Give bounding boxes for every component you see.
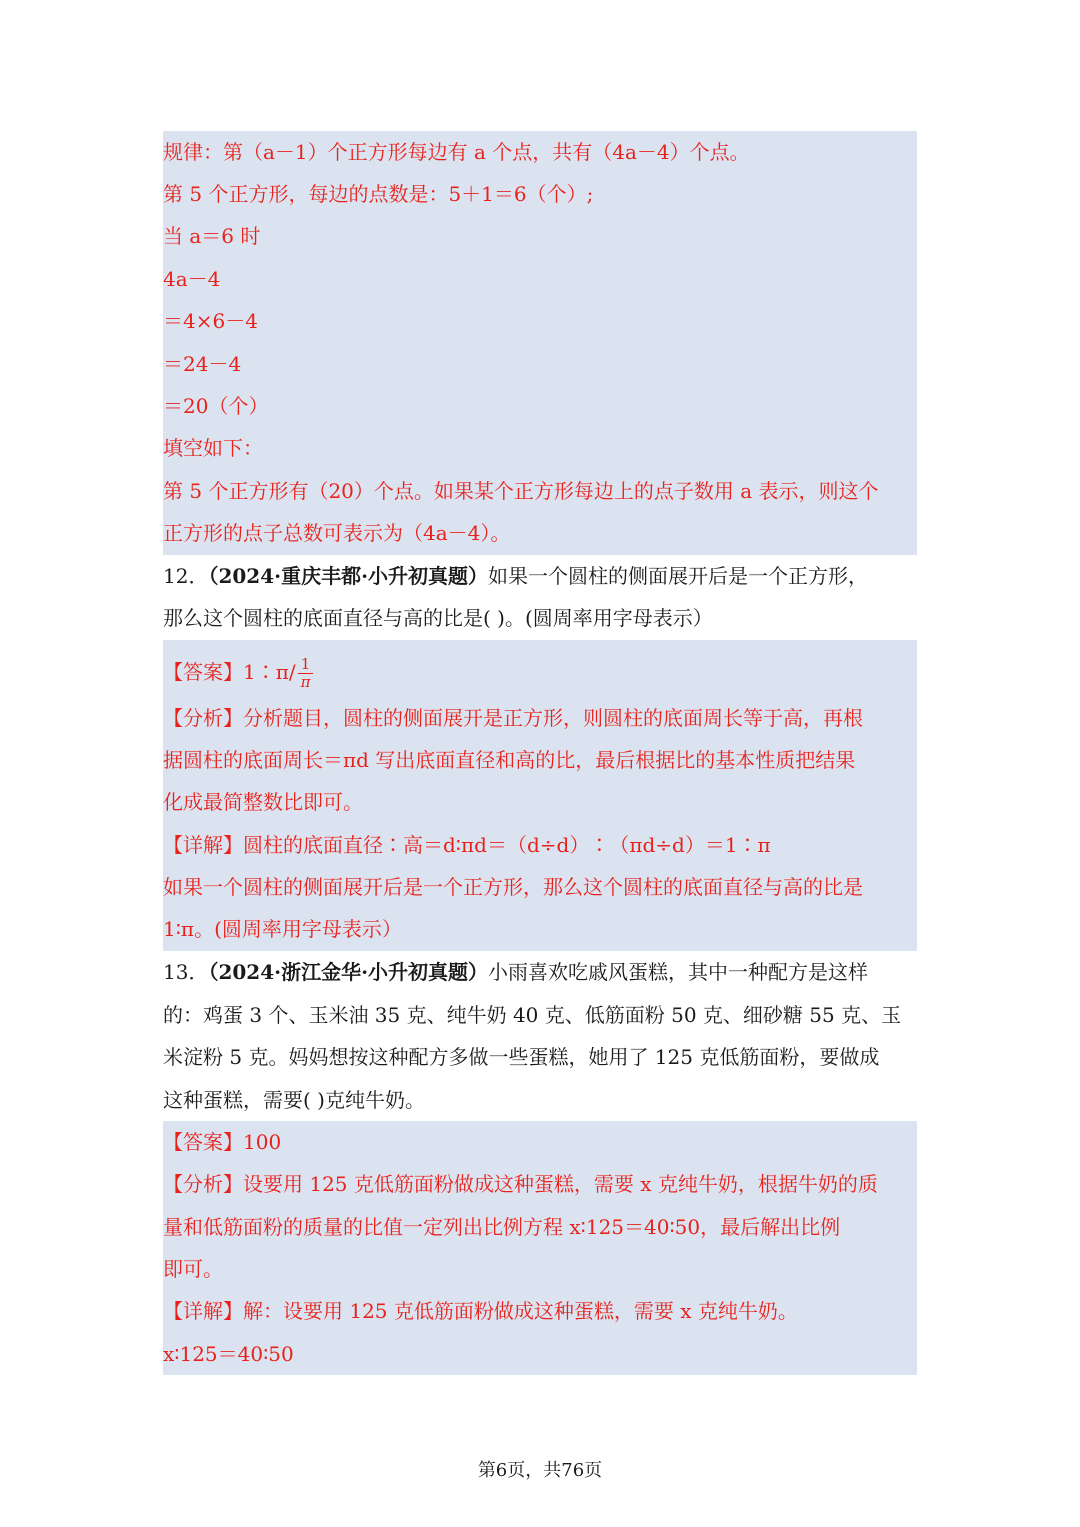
q12-answer bbox=[163, 646, 313, 698]
calc-line: 填空如下： bbox=[163, 436, 263, 460]
calc-line: ＝4×6－4 bbox=[163, 309, 258, 333]
q12-question-line bbox=[163, 555, 868, 597]
q13-source: （2024·浙江金华·小升初真题） bbox=[208, 960, 489, 984]
q12-detail-line: 1∶π。(圆周率用字母表示） bbox=[163, 917, 402, 941]
detail-text: 圆柱的底面直径∶高＝d∶πd＝（d÷d）∶（πd÷d）＝1∶π bbox=[243, 833, 771, 857]
q12-number: 12． bbox=[163, 564, 209, 588]
fraction bbox=[298, 656, 314, 691]
q13-question-line: 的：鸡蛋 3 个、玉米油 35 克、纯牛奶 40 克、低筋面粉 50 克、细砂糖 55 克、玉 bbox=[163, 1003, 902, 1027]
q12-analysis-line: 化成最简整数比即可。 bbox=[163, 790, 363, 814]
analysis-label: 【分析】 bbox=[163, 1172, 243, 1196]
q12-source: （2024·重庆丰都·小升初真题） bbox=[208, 564, 489, 588]
answer-value: 1∶π/ bbox=[243, 660, 296, 684]
calc-line: 第 5 个正方形，每边的点数是：5＋1＝6（个）; bbox=[163, 182, 594, 206]
fill-answer-line: 正方形的点子总数可表示为（4a－4）。 bbox=[163, 521, 511, 545]
calc-line: ＝24－4 bbox=[163, 352, 242, 376]
fraction-denominator: π bbox=[300, 673, 311, 691]
q13-analysis bbox=[163, 1163, 878, 1205]
answer-label: 【答案】 bbox=[163, 1130, 243, 1154]
q13-number: 13． bbox=[163, 960, 209, 984]
calc-line: 当 a＝6 时 bbox=[163, 224, 261, 248]
q13-question-line: 米淀粉 5 克。妈妈想按这种配方多做一些蛋糕，她用了 125 克低筋面粉，要做成 bbox=[163, 1045, 880, 1069]
calc-line: 4a－4 bbox=[163, 267, 221, 291]
analysis-label: 【分析】 bbox=[163, 706, 243, 730]
q13-analysis-line: 即可。 bbox=[163, 1257, 223, 1281]
detail-label: 【详解】 bbox=[163, 833, 243, 857]
q13-answer bbox=[163, 1121, 281, 1163]
q12-detail bbox=[163, 824, 771, 866]
q13-analysis-line: 量和低筋面粉的质量的比值一定列出比例方程 x∶125＝40∶50，最后解出比例 bbox=[163, 1215, 841, 1239]
q12-text: 如果一个圆柱的侧面展开后是一个正方形， bbox=[488, 564, 869, 588]
detail-text: 解：设要用 125 克低筋面粉做成这种蛋糕，需要 x 克纯牛奶。 bbox=[243, 1299, 798, 1323]
q13-text: 小雨喜欢吃戚风蛋糕，其中一种配方是这样 bbox=[488, 960, 869, 984]
q13-detail bbox=[163, 1290, 798, 1332]
answer-label: 【答案】 bbox=[163, 660, 243, 684]
rule-line: 规律：第（a－1）个正方形每边有 a 个点，共有（4a－4）个点。 bbox=[163, 140, 750, 164]
calc-line: ＝20（个） bbox=[163, 394, 269, 418]
q12-question-line: 那么这个圆柱的底面直径与高的比是( )。(圆周率用字母表示） bbox=[163, 606, 713, 630]
analysis-text: 分析题目，圆柱的侧面展开是正方形，则圆柱的底面周长等于高，再根 bbox=[243, 706, 863, 730]
q12-analysis bbox=[163, 697, 863, 739]
detail-label: 【详解】 bbox=[163, 1299, 243, 1323]
fraction-numerator: 1 bbox=[298, 656, 314, 674]
page-number: 第6页，共76页 bbox=[477, 1460, 603, 1481]
q13-question-line bbox=[163, 951, 868, 993]
answer-value: 100 bbox=[243, 1130, 282, 1154]
q13-detail-line: x∶125＝40∶50 bbox=[163, 1342, 294, 1366]
q13-question-line: 这种蛋糕，需要( )克纯牛奶。 bbox=[163, 1088, 425, 1112]
analysis-text: 设要用 125 克低筋面粉做成这种蛋糕，需要 x 克纯牛奶，根据牛奶的质 bbox=[243, 1172, 878, 1196]
q12-analysis-line: 据圆柱的底面周长＝πd 写出底面直径和高的比，最后根据比的基本性质把结果 bbox=[163, 748, 856, 772]
q12-detail-line: 如果一个圆柱的侧面展开后是一个正方形，那么这个圆柱的底面直径与高的比是 bbox=[163, 875, 863, 899]
fill-answer-line: 第 5 个正方形有（20）个点。如果某个正方形每边上的点子数用 a 表示，则这个 bbox=[163, 479, 879, 503]
